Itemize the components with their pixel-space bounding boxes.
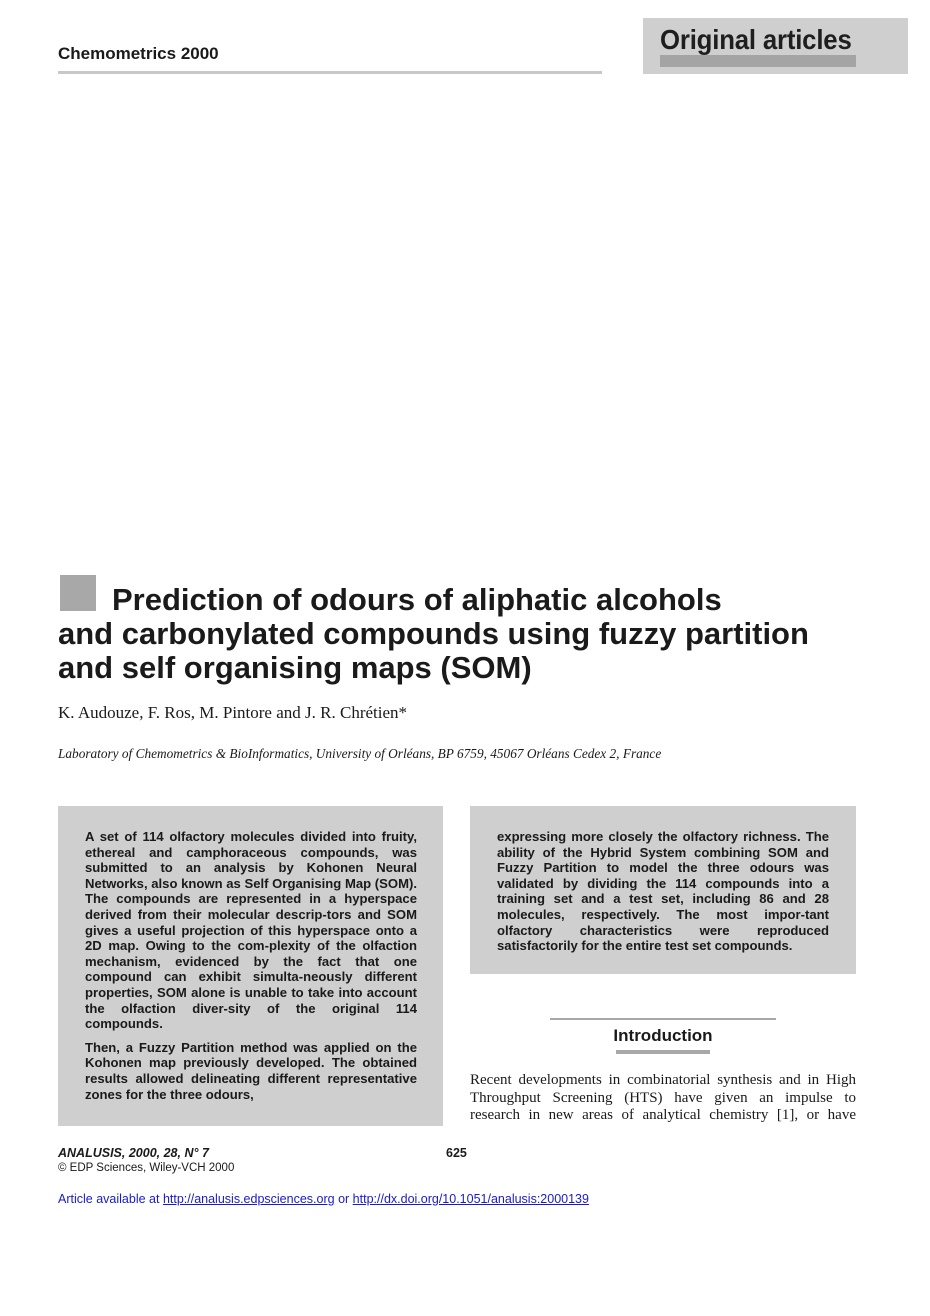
copyright-notice: © EDP Sciences, Wiley-VCH 2000	[58, 1162, 235, 1174]
availability-line	[58, 1192, 589, 1206]
title-line-1: Prediction of odours of aliphatic alcohols	[112, 582, 722, 617]
doi-link[interactable]: http://dx.doi.org/10.1051/analusis:2000139	[352, 1192, 589, 1206]
header-rule	[58, 71, 602, 74]
footer-journal-issue: ANALUSIS, 2000, 28, N° 7	[58, 1146, 209, 1160]
page-number: 625	[446, 1146, 467, 1160]
introduction-heading: Introduction	[613, 1026, 713, 1045]
abstract-right-column	[497, 829, 829, 954]
abstract-paragraph-2: Then, a Fuzzy Partition method was applied on the Kohonen map previously developed. The obtained results allowed delineating different representative zones for the three odours,	[85, 1039, 417, 1102]
introduction-line-3: research in new areas of analytical chemistry [1], or have	[470, 1107, 856, 1123]
journal-website-link[interactable]: http://analusis.edpsciences.org	[162, 1192, 335, 1206]
section-underline-bar	[660, 55, 856, 67]
introduction-line-1: Recent developments in combinatorial synthesis and in High	[470, 1072, 856, 1088]
section-label: Original articles	[660, 24, 852, 55]
introduction-line-2: Throughput Screening (HTS) have given an impulse to	[470, 1089, 856, 1106]
abstract-paragraph-1: A set of 114 olfactory molecules divided into fruity, ethereal and camphoraceous compounds, was submitted to an analysis by Kohonen Neural Networks, also known as Self Organising Map (SOM). The compounds are represented in a hyperspace derived from their molecular descrip-tors and SOM gives a useful projection of this hyperspace onto a 2D map. Owing to the com-plexity of the olfaction mechanism, evidenced by the fact that one compound can exhibit simulta-neously different properties, SOM alone is unable to take into account the olfaction diver-sity of the original 114 compounds.	[85, 829, 417, 1032]
abstract-left-column	[85, 829, 417, 1102]
introduction-body	[470, 1072, 856, 1125]
article-title	[58, 583, 878, 685]
affiliation: Laboratory of Chemometrics & BioInformatics, University of Orléans, BP 6759, 45067 Orléans Cedex 2, France	[58, 746, 662, 761]
title-line-2: and carbonylated compounds using fuzzy partition	[58, 616, 809, 651]
journal-name: Chemometrics 2000	[58, 44, 219, 63]
availability-connector: or	[338, 1192, 350, 1206]
abstract-paragraph-3: expressing more closely the olfactory richness. The ability of the Hybrid System combining SOM and Fuzzy Partition to model the three odours was validated by dividing the 114 compounds into a training set and a test set, including 86 and 28 molecules, respectively. The most impor-tant olfactory characteristics were reproduced satisfactorily for the entire test set compounds.	[497, 829, 829, 954]
introduction-rule-top	[550, 1018, 776, 1020]
author-list: K. Audouze, F. Ros, M. Pintore and J. R. Chrétien*	[58, 703, 408, 722]
title-line-3: and self organising maps (SOM)	[58, 650, 532, 685]
introduction-rule-bottom	[616, 1050, 710, 1054]
availability-prefix: Article available at	[58, 1192, 160, 1206]
